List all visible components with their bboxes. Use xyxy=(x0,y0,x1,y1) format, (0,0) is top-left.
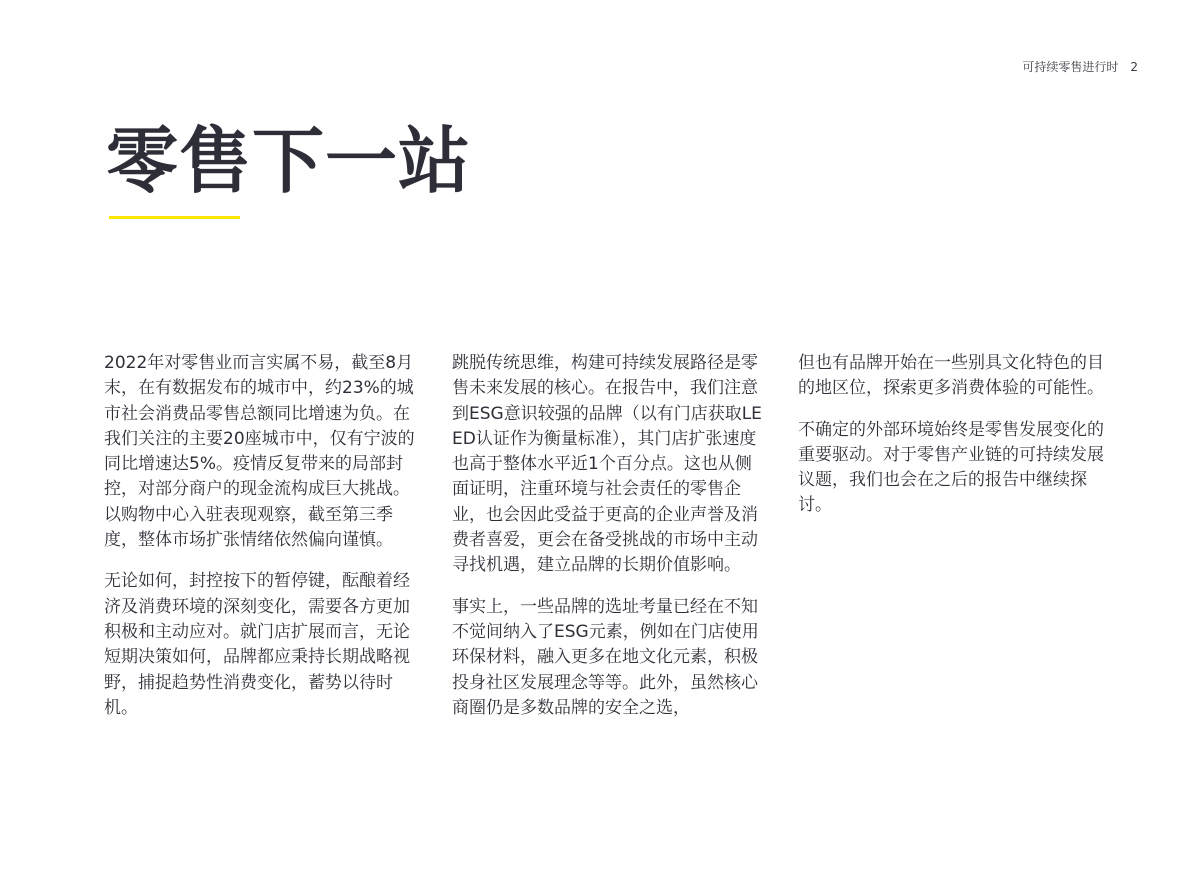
text-column-2 xyxy=(452,351,764,737)
paragraph: 跳脱传统思维，构建可持续发展路径是零售未来发展的核心。在报告中，我们注意到ESG意识较强的品牌（以有门店获取LEED认证作为衡量标准），其门店扩张速度也高于整体水平近1个百分点。这也从侧面证明，注重环境与社会责任的零售企业，也会因此受益于更高的企业声誉及消费者喜爱，更会在备受挑战的市场中主动寻找机遇，建立品牌的长期价值影响。 xyxy=(452,353,762,576)
page-title: 零售下一站 xyxy=(106,119,472,203)
paragraph: 事实上，一些品牌的选址考量已经在不知不觉间纳入了ESG元素，例如在门店使用环保材料，融入更多在地文化元素，积极投身社区发展理念等等。此外，虽然核心商圈仍是多数品牌的安全之选， xyxy=(452,596,759,718)
paragraph: 但也有品牌开始在一些别具文化特色的目的地区位，探索更多消费体验的可能性。 xyxy=(798,353,1104,399)
paragraph: 无论如何，封控按下的暂停键，酝酿着经济及消费环境的深刻变化，需要各方更加积极和主动应对。就门店扩展而言，无论短期决策如何，品牌都应秉持长期战略视野，捕捉趋势性消费变化，蓄势以待时机。 xyxy=(104,571,410,718)
running-header xyxy=(1022,59,1138,75)
paragraph: 不确定的外部环境始终是零售发展变化的重要驱动。对于零售产业链的可持续发展议题，我们也会在之后的报告中继续探讨。 xyxy=(798,419,1104,516)
text-column-1 xyxy=(104,351,416,737)
text-column-3 xyxy=(798,351,1110,535)
running-header-title: 可持续零售进行时 xyxy=(1022,60,1119,74)
page-number: 2 xyxy=(1130,60,1138,74)
title-accent-underline xyxy=(109,216,240,219)
paragraph: 2022年对零售业而言实属不易，截至8月末，在有数据发布的城市中，约23%的城市社会消费品零售总额同比增速为负。在我们关注的主要20座城市中，仅有宁波的同比增速达5%。疫情反复带来的局部封控，对部分商户的现金流构成巨大挑战。以购物中心入驻表现观察，截至第三季度，整体市场扩张情绪依然偏向谨慎。 xyxy=(104,353,415,551)
